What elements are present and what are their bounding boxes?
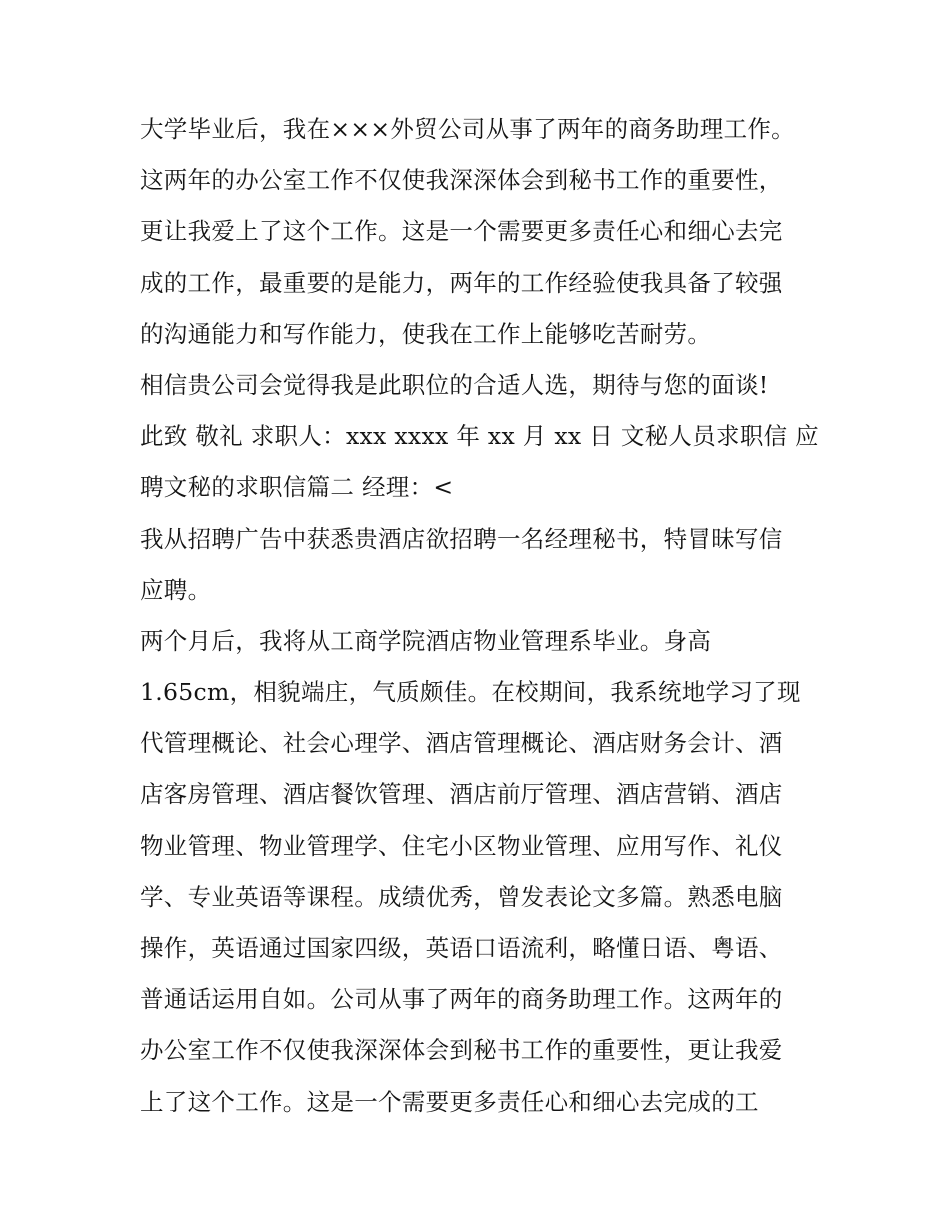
text-line-14: 店客房管理、酒店餐饮管理、酒店前厅管理、酒店营销、酒店 — [140, 780, 783, 809]
text-line-17: 操作，英语通过国家四级，英语口语流利，略懂日语、粤语、 — [140, 934, 783, 962]
text-line-2: 这两年的办公室工作不仅使我深深体会到秘书工作的重要性， — [140, 166, 783, 195]
text-line-1: 大学毕业后，我在×××外贸公司从事了两年的商务助理工作。 — [140, 115, 795, 143]
text-line-13: 代管理概论、社会心理学、酒店管理概论、酒店财务会计、酒 — [140, 729, 783, 758]
text-line-3: 更让我爱上了这个工作。这是一个需要更多责任心和细心去完 — [140, 217, 783, 246]
text-line-11: 两个月后，我将从工商学院酒店物业管理系毕业。身高 — [140, 626, 712, 655]
text-line-5: 的沟通能力和写作能力，使我在工作上能够吃苦耐劳。 — [140, 319, 712, 348]
text-line-8: 聘文秘的求职信篇二 经理：< — [140, 473, 454, 502]
text-line-15: 物业管理、物业管理学、住宅小区物业管理、应用写作、礼仪 — [140, 831, 783, 860]
text-line-7: 此致 敬礼 求职人：xxx xxxx 年 xx 月 xx 日 文秘人员求职信 应 — [140, 422, 819, 451]
text-line-16: 学、专业英语等课程。成绩优秀，曾发表论文多篇。熟悉电脑 — [140, 882, 783, 911]
body-text — [140, 104, 820, 1128]
text-line-10: 应聘。 — [140, 575, 212, 604]
text-line-6: 相信贵公司会觉得我是此职位的合适人选，期待与您的面谈! — [140, 370, 769, 399]
text-line-9: 我从招聘广告中获悉贵酒店欲招聘一名经理秘书，特冒昧写信 — [140, 524, 783, 553]
text-line-4: 成的工作，最重要的是能力，两年的工作经验使我具备了较强 — [140, 268, 783, 297]
text-line-19: 办公室工作不仅使我深深体会到秘书工作的重要性，更让我爱 — [140, 1036, 783, 1065]
text-line-12: 1.65cm，相貌端庄，气质颇佳。在校期间，我系统地学习了现 — [140, 678, 801, 707]
text-line-18: 普通话运用自如。公司从事了两年的商务助理工作。这两年的 — [140, 985, 783, 1014]
text-line-20: 上了这个工作。这是一个需要更多责任心和细心去完成的工 — [140, 1087, 759, 1116]
